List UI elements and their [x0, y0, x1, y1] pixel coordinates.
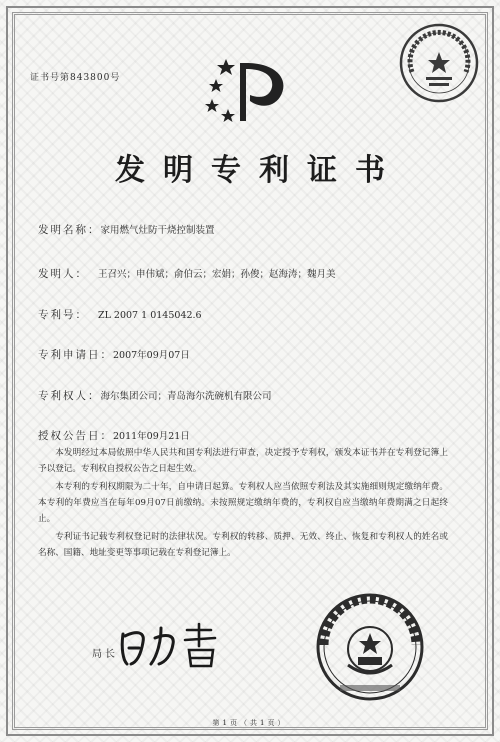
certificate-title: 发明专利证书 [115, 153, 403, 188]
field-grant-date [38, 428, 190, 443]
field-value: 海尔集团公司；青岛海尔洗碗机有限公司 [100, 391, 272, 402]
certificate-number: 证书号第843800号 [30, 73, 121, 83]
body-paragraph: 专利证书记载专利权登记时的法律状况。专利权的转移、质押、无效、终止、恢复和专利权人的姓名或名称、国籍、地址变更等事项记载在专利登记簿上。 [38, 532, 448, 558]
body-paragraph: 本发明经过本局依照中华人民共和国专利法进行审查，决定授予专利权，颁发本证书并在专利登记簿上予以登记。专利权自授权公告之日起生效。 [38, 448, 448, 474]
director-signature-icon [115, 620, 235, 672]
field-label: 专利号： [38, 309, 88, 321]
director-label: 局长 [92, 649, 118, 660]
field-label: 发明人： [38, 268, 88, 280]
field-label: 授权公告日： [38, 430, 113, 442]
field-value: 家用燃气灶防干烧控制装置 [100, 225, 215, 236]
field-value: 王召兴；申伟斌；俞伯云；宏娟；孙俊；赵海涛；魏月美 [98, 269, 336, 280]
field-label: 发明名称： [38, 224, 101, 236]
field-inventors [38, 266, 336, 281]
field-label: 专利权人： [38, 390, 101, 402]
field-patentee [38, 388, 272, 403]
field-value: ZL 2007 1 0145042.6 [98, 310, 202, 321]
sipo-emblem-icon [200, 55, 292, 127]
field-application-date [38, 347, 190, 362]
field-value: 2011年09月21日 [113, 431, 190, 442]
sipo-official-seal-icon [300, 585, 440, 705]
field-label: 专利申请日： [38, 349, 113, 361]
top-right-seal-icon [398, 22, 480, 104]
field-patent-number [38, 307, 202, 322]
field-value: 2007年09月07日 [113, 350, 190, 361]
page-footer: 第1页（共1页） [212, 719, 288, 727]
field-invention-name [38, 222, 215, 237]
certificate-body [38, 445, 448, 563]
body-paragraph: 本专利的专利权期限为二十年，自申请日起算。专利权人应当依照专利法及其实施细则规定缴纳年费。本专利的年费应当在每年09月07日前缴纳。未按照规定缴纳年费的，专利权自应当缴纳年费期满之日起终止。 [38, 482, 448, 524]
